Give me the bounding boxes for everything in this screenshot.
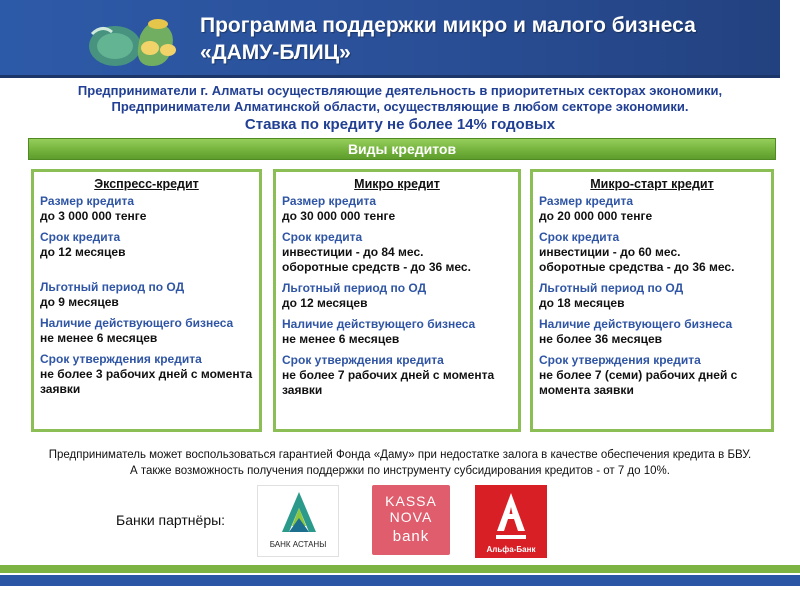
grace-label: Льготный период по ОД <box>40 280 185 294</box>
bank-astana-logo <box>257 485 339 557</box>
approval-value: не более 7 (семи) рабочих дней с момента заявки <box>539 368 738 397</box>
term-value-investment: инвестиции - до 84 мес. <box>282 245 424 259</box>
size-value: до 30 000 000 тенге <box>282 209 396 223</box>
size-value: до 3 000 000 тенге <box>40 209 147 223</box>
credit-types-header: Виды кредитов <box>28 138 776 160</box>
card-title: Экспресс-кредит <box>94 177 199 191</box>
term-value: до 12 месяцев <box>40 245 126 259</box>
card-title: Микро-старт кредит <box>590 177 714 191</box>
kassa-nova-logo <box>372 485 450 555</box>
approval-label: Срок утверждения кредита <box>282 353 444 367</box>
size-label: Размер кредита <box>40 194 135 208</box>
business-value: не менее 6 месяцев <box>282 332 400 346</box>
business-label: Наличие действующего бизнеса <box>539 317 733 331</box>
partner-banks-label: Банки партнёры: <box>116 512 226 528</box>
grace-value: до 18 месяцев <box>539 296 625 310</box>
term-value-investment: инвестиции - до 60 мес. <box>539 245 681 259</box>
grace-value: до 9 месяцев <box>40 295 119 309</box>
interest-rate-text: Ставка по кредиту не более 14% годовых <box>244 116 556 133</box>
grace-value: до 12 месяцев <box>282 296 368 310</box>
note-line-2: А также возможность получения поддержки по инструменту субсидирования кредитов - от 7 до 10%. <box>130 465 670 477</box>
footer-stripe-green <box>0 565 800 573</box>
approval-value: не более 3 рабочих дней с момента заявки <box>40 367 253 396</box>
intro-text <box>20 83 780 115</box>
note-line-1: Предприниматель может воспользоваться гарантией Фонда «Даму» при недостатке залога в качестве обеспечения кредита в БВУ. <box>48 449 752 461</box>
kassa-nova-line-2: NOVA <box>389 509 433 525</box>
header-banner <box>0 0 780 78</box>
bank-astana-name: БАНК АСТАНЫ <box>269 540 327 549</box>
intro-line-1: Предприниматели г. Алматы осуществляющие деятельность в приоритетных секторах экономики, <box>77 83 723 98</box>
kassa-nova-line-1: KASSA <box>385 493 437 509</box>
intro-line-2: Предприниматели Алматинской области, осуществляющие в любом секторе экономики. <box>111 99 689 114</box>
approval-value: не более 7 рабочих дней с момента заявки <box>282 368 495 397</box>
alfa-bank-logo-icon <box>475 485 547 543</box>
term-label: Срок кредита <box>282 230 363 244</box>
credit-card-micro-start <box>530 169 774 432</box>
business-value: не менее 6 месяцев <box>40 331 158 345</box>
approval-label: Срок утверждения кредита <box>40 352 202 366</box>
credit-card-express <box>31 169 262 432</box>
alfa-bank-logo <box>475 485 547 558</box>
bank-astana-logo-icon <box>258 486 340 540</box>
alfa-bank-name: Альфа-Банк <box>486 545 536 554</box>
card-title: Микро кредит <box>354 177 440 191</box>
term-value-working-capital: оборотные средства - до 36 мес. <box>539 260 735 274</box>
term-value-working-capital: оборотные средств - до 36 мес. <box>282 260 471 274</box>
term-label: Срок кредита <box>40 230 121 244</box>
term-label: Срок кредита <box>539 230 620 244</box>
business-label: Наличие действующего бизнеса <box>40 316 234 330</box>
kassa-nova-line-3: bank <box>392 528 430 545</box>
size-value: до 20 000 000 тенге <box>539 209 653 223</box>
business-value: не более 36 месяцев <box>539 332 663 346</box>
page-title: Программа поддержки микро и малого бизнеса «ДАМУ-БЛИЦ» <box>200 14 696 64</box>
credit-card-micro <box>273 169 521 432</box>
grace-label: Льготный период по ОД <box>539 281 684 295</box>
approval-label: Срок утверждения кредита <box>539 353 701 367</box>
guarantee-note <box>10 447 790 479</box>
grace-label: Льготный период по ОД <box>282 281 427 295</box>
footer-stripe-blue <box>0 575 800 586</box>
size-label: Размер кредита <box>282 194 377 208</box>
business-label: Наличие действующего бизнеса <box>282 317 476 331</box>
money-bag-illustration-icon <box>80 6 190 72</box>
size-label: Размер кредита <box>539 194 634 208</box>
